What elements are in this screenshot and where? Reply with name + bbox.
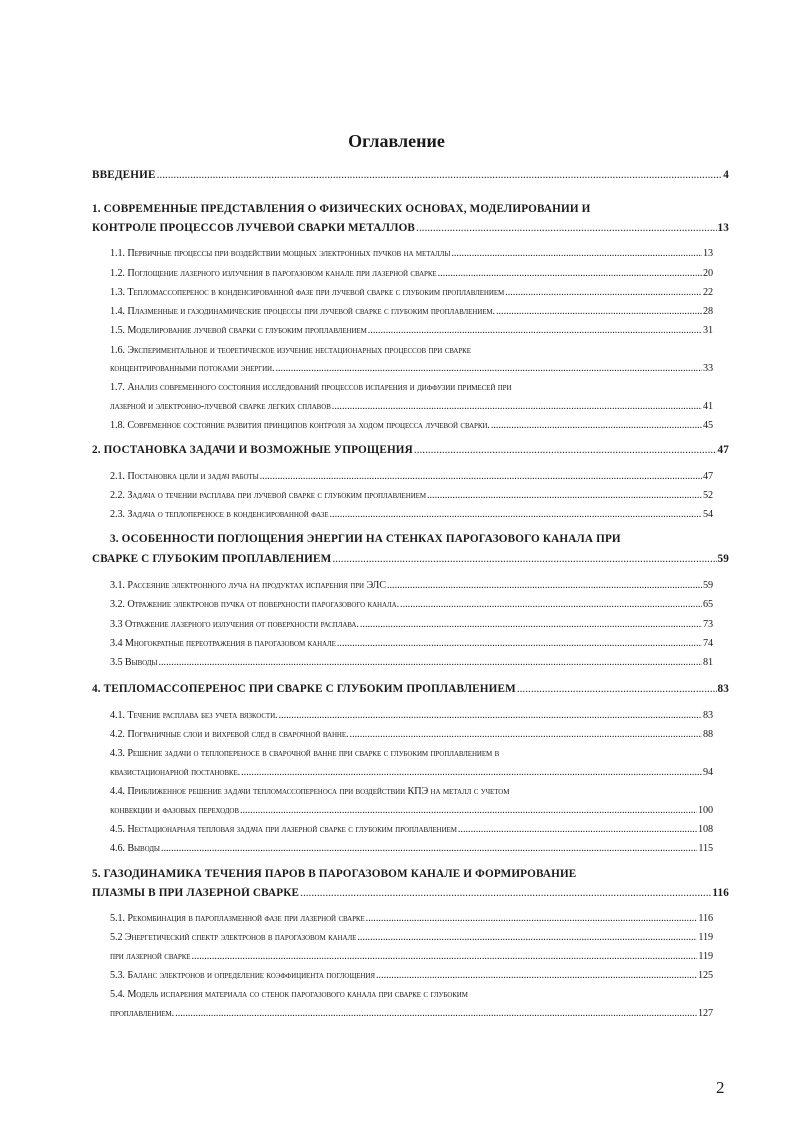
- toc-section-3-5[interactable]: 3.5 Выводы ..... 81: [110, 657, 713, 668]
- toc-section-2-2[interactable]: 2.2. Задача о течении расплава при лучевой сварке с глубоким проплавлением ..... 52: [110, 490, 713, 501]
- toc-section-1-2[interactable]: 1.2. Поглощение лазерного излучения в парогазовом канале при лазерной сварке ..... 20: [110, 268, 713, 279]
- toc-section-4-4-cont[interactable]: конвекции и фазовых переходов ..... 100: [110, 805, 713, 816]
- toc-chapter-1-cont[interactable]: [92, 222, 729, 234]
- toc-chapter-5[interactable]: 5. ГАЗОДИНАМИКА ТЕЧЕНИЯ ПАРОВ В ПАРОГАЗОВОМ КАНАЛЕ И ФОРМИРОВАНИЕ: [92, 868, 577, 880]
- toc-section-1-6[interactable]: 1.6. Экспериментальное и теоретическое изучение нестационарных процессов при сварке: [110, 345, 471, 356]
- toc-section-5-3[interactable]: 5.3. Баланс электронов и определение коэффициента поглощения ..... 125: [110, 970, 713, 981]
- toc-section-5-2-cont[interactable]: при лазерной сварке ..... 119: [110, 951, 713, 962]
- toc-chapter-3[interactable]: 3. ОСОБЕННОСТИ ПОГЛОЩЕНИЯ ЭНЕРГИИ НА СТЕНКАХ ПАРОГАЗОВОГО КАНАЛА ПРИ: [110, 533, 621, 545]
- toc-chapter-1[interactable]: [92, 203, 729, 215]
- page-number: 2: [716, 1078, 725, 1097]
- toc-section-1-6-cont[interactable]: концентрированными потоками энергии. ..... 33: [110, 363, 713, 374]
- toc-entry-text: КОНТРОЛЕ ПРОЦЕССОВ ЛУЧЕВОЙ СВАРКИ МЕТАЛЛОВ: [92, 222, 416, 234]
- toc-chapter-4[interactable]: 4. ТЕПЛОМАССОПЕРЕНОС ПРИ СВАРКЕ С ГЛУБОКИМ ПРОПЛАВЛЕНИЕМ ..... 83: [92, 683, 729, 695]
- toc-page-number: 13: [717, 222, 729, 234]
- leader-dots: [157, 169, 723, 181]
- toc-section-1-5[interactable]: 1.5. Моделирование лучевой сварки с глубоким проплавлением ..... 31: [110, 325, 713, 336]
- leader-dots: [416, 222, 716, 234]
- toc-section-4-2[interactable]: 4.2. Пограничные слои и вихревой след в сварочной ванне. ..... 88: [110, 729, 713, 740]
- page-title: Оглавление: [348, 131, 445, 151]
- toc-section-3-2[interactable]: 3.2. Отражение электронов пучка от поверхности парогазового канала. ..... 65: [110, 599, 713, 610]
- toc-section-5-1[interactable]: 5.1. Рекомбинация в пароплазменной фазе при лазерной сварке ..... 116: [110, 913, 713, 924]
- toc-chapter-3-cont[interactable]: СВАРКЕ С ГЛУБОКИМ ПРОПЛАВЛЕНИЕМ ..... 59: [92, 553, 729, 565]
- toc-section-1-3[interactable]: 1.3. Тепломассоперенос в конденсированной фазе при лучевой сварке с глубоким проплавлением ..... 22: [110, 287, 713, 298]
- toc-section-4-1[interactable]: 4.1. Течение расплава без учета вязкости. ..... 83: [110, 710, 713, 721]
- toc-chapter-2[interactable]: 2. ПОСТАНОВКА ЗАДАЧИ И ВОЗМОЖНЫЕ УПРОЩЕНИЯ ..... 47: [92, 444, 729, 456]
- toc-entry-text: 1. СОВРЕМЕННЫЕ ПРЕДСТАВЛЕНИЯ О ФИЗИЧЕСКИХ ОСНОВАХ, МОДЕЛИРОВАНИИ И: [92, 203, 591, 215]
- toc-section-1-1[interactable]: 1.1. Первичные процессы при воздействии мощных электронных пучков на металлы ..... 13: [110, 248, 713, 259]
- toc-section-5-4[interactable]: 5.4. Модель испарения материала со стенок парогазового канала при сварке с глубоким: [110, 989, 468, 1000]
- toc-section-4-6[interactable]: 4.6. Выводы ..... 115: [110, 843, 713, 854]
- toc-section-4-3-cont[interactable]: квазистационарной постановке. ..... 94: [110, 767, 713, 778]
- toc-section-4-5[interactable]: 4.5. Нестационарная тепловая задача при лазерной сварке с глубоким проплавлением ..... 108: [110, 824, 713, 835]
- toc-section-4-3[interactable]: 4.3. Решение задачи о теплопереносе в сварочной ванне при сварке с глубоким проплавлением в: [110, 748, 500, 759]
- toc-section-5-4-cont[interactable]: проплавлением. ..... 127: [110, 1008, 713, 1019]
- toc-section-3-3[interactable]: 3.3 Отражение лазерного излучения от поверхности расплава. ..... 73: [110, 619, 713, 630]
- toc-section-1-8[interactable]: 1.8. Современное состояние развития принципов контроля за ходом процесса лучевой сварки. ..... 45: [110, 420, 713, 431]
- toc-section-2-3[interactable]: 2.3. Задача о теплопереносе в конденсированной фазе ..... 54: [110, 509, 713, 520]
- toc-section-5-2[interactable]: 5.2 Энергетический спектр электронов в парогазовом канале ..... 119: [110, 932, 713, 943]
- toc-section-4-4[interactable]: 4.4. Приближенное решение задачи тепломассопереноса при воздействии КПЭ на металл с учетом: [110, 786, 510, 797]
- toc-section-1-7-cont[interactable]: лазерной и электронно-лучевой сварке легких сплавов ..... 41: [110, 401, 713, 412]
- toc-section-3-4[interactable]: 3.4 Многократные переотражения в парогазовом канале ..... 74: [110, 638, 713, 649]
- toc-section-1-4[interactable]: 1.4. Плазменные и газодинамические процессы при лучевой сварке с глубоким проплавлением. ..... 28: [110, 306, 713, 317]
- toc-section-3-1[interactable]: 3.1. Рассеяние электронного луча на продуктах испарения при ЭЛС ..... 59: [110, 580, 713, 591]
- toc-chapter-5-cont[interactable]: ПЛАЗМЫ В ПРИ ЛАЗЕРНОЙ СВАРКЕ ..... 116: [92, 887, 729, 899]
- toc-entry-intro[interactable]: [92, 169, 729, 181]
- toc-section-2-1[interactable]: 2.1. Постановка цели и задач работы ..... 47: [110, 471, 713, 482]
- toc-entry-text: ВВЕДЕНИЕ: [92, 169, 156, 181]
- toc-section-1-7[interactable]: 1.7. Анализ современного состояния исследований процессов испарения и диффузии примесей при: [110, 382, 512, 393]
- toc-page-number: 4: [723, 169, 729, 181]
